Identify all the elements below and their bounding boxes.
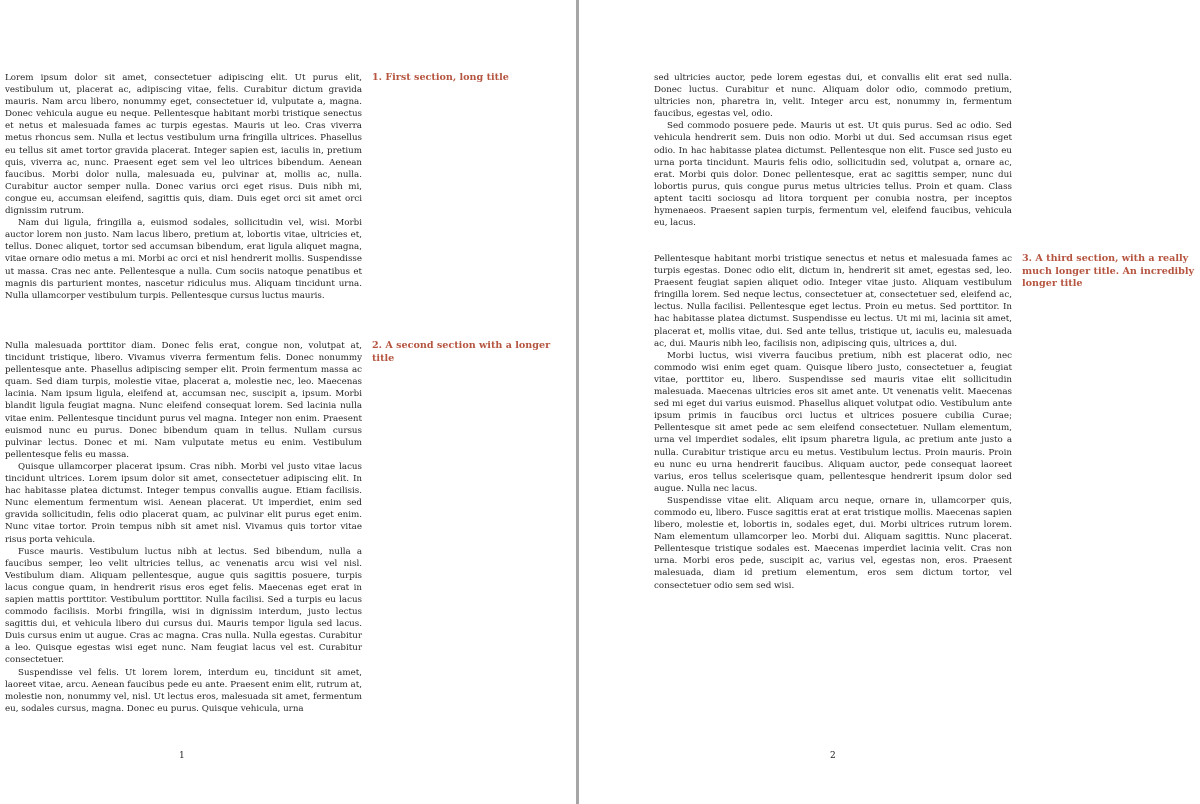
continuation-body: [654, 72, 1012, 229]
paragraph: Morbi luctus, wisi viverra faucibus pretium, nibh est placerat odio, nec commodo wisi enim eget quam. Quisque libero justo, consectetuer a, feugiat vitae, porttitor eu, libero. Suspendisse sed mauris vitae elit sollicitudin malesuada. Maecenas ultricies eros sit amet ante. Ut venenatis velit. Maecenas sed mi eget dui varius euismod. Phasellus aliquet volutpat odio. Vestibulum ante ipsum primis in faucibus orci luctus et ultrices posuere cubilia Curae; Pellentesque sit amet pede ac sem eleifend consectetuer. Nullam elementum, urna vel imperdiet sodales, elit ipsum pharetra ligula, ac pretium ante justo a nulla. Curabitur tristique arcu eu metus. Vestibulum lectus. Proin mauris. Proin eu nunc eu urna hendrerit faucibus. Aliquam auctor, pede consequat laoreet varius, eros tellus scelerisque quam, pellentesque hendrerit ipsum dolor sed augue. Nulla nec lacus.: [654, 350, 1012, 494]
page-number: 2: [830, 751, 836, 761]
page-number: 1: [179, 751, 185, 761]
document-page-2: [579, 0, 1200, 804]
paragraph: Fusce mauris. Vestibulum luctus nibh at lectus. Sed bibendum, nulla a faucibus semper, leo velit ultricies tellus, ac venenatis arcu wisi vel nisl. Vestibulum diam. Aliquam pellentesque, augue quis sagittis posuere, turpis lacus congue quam, in hendrerit risus eros eget felis. Maecenas eget erat in sapien mattis porttitor. Vestibulum porttitor. Nulla facilisi. Sed a turpis eu lacus commodo facilisis. Morbi fringilla, wisi in dignissim interdum, justo lectus sagittis dui, et vehicula libero dui cursus dui. Mauris tempor ligula sed lacus. Duis cursus enim ut augue. Cras ac magna. Cras nulla. Nulla egestas. Curabitur a leo. Quisque egestas wisi eget nunc. Nam feugiat lacus vel est. Curabitur consectetuer.: [5, 546, 362, 666]
paragraph: Pellentesque habitant morbi tristique senectus et netus et malesuada fames ac turpis egestas. Donec odio elit, dictum in, hendrerit sit amet, egestas sed, leo. Praesent feugiat sapien aliquet odio. Integer vitae justo. Aliquam vestibulum fringilla lorem. Sed neque lectus, consectetuer at, consectetuer sed, eleifend ac, lectus. Nulla facilisi. Pellentesque eget lectus. Proin eu metus. Sed porttitor. In hac habitasse platea dictumst. Suspendisse eu lectus. Ut mi mi, lacinia sit amet, placerat et, mollis vitae, dui. Sed ante tellus, tristique ut, iaculis eu, malesuada ac, dui. Mauris nibh leo, facilisis non, adipiscing quis, ultrices a, dui.: [654, 254, 1012, 349]
section-2-heading: 2. A second section with a longer title: [372, 340, 551, 364]
paragraph: Sed commodo posuere pede. Mauris ut est. Ut quis purus. Sed ac odio. Sed vehicula hendrerit sem. Duis non odio. Morbi ut dui. Sed accumsan risus eget odio. In hac habitasse platea dictumst. Pellentesque non elit. Fusce sed justo eu urna porta tincidunt. Mauris felis odio, sollicitudin sed, volutpat a, ornare ac, erat. Morbi quis dolor. Donec pellentesque, erat ac sagittis semper, nunc dui lobortis purus, quis congue purus metus ultricies tellus. Proin et quam. Class aptent taciti sociosqu ad litora torquent per conubia nostra, per inceptos hymenaeos. Praesent sapien turpis, fermentum vel, eleifend faucibus, vehicula eu, lacus.: [654, 121, 1012, 229]
paragraph: Suspendisse vel felis. Ut lorem lorem, interdum eu, tincidunt sit amet, laoreet vitae, arcu. Aenean faucibus pede eu ante. Praesent enim elit, rutrum at, molestie non, nonummy vel, nisl. Ut lectus eros, malesuada sit amet, fermentum eu, sodales cursus, magna. Donec eu purus. Quisque vehicula, urna: [5, 667, 362, 714]
paragraph: Nam dui ligula, fringilla a, euismod sodales, sollicitudin vel, wisi. Morbi auctor lorem non justo. Nam lacus libero, pretium at, lobortis vitae, ultricies et, tellus. Donec aliquet, tortor sed accumsan bibendum, erat ligula aliquet magna, vitae ornare odio metus a mi. Morbi ac orci et nisl hendrerit mollis. Suspendisse ut massa. Cras nec ante. Pellentesque a nulla. Cum sociis natoque penatibus et magnis dis parturient montes, nascetur ridiculus mus. Aliquam tincidunt urna. Nulla ullamcorper vestibulum turpis. Pellentesque cursus luctus mauris.: [5, 218, 362, 301]
paragraph: Lorem ipsum dolor sit amet, consectetuer adipiscing elit. Ut purus elit, vestibulum ut, placerat ac, adipiscing vitae, felis. Curabitur dictum gravida mauris. Nam arcu libero, nonummy eget, consectetuer id, vulputate a, magna. Donec vehicula augue eu neque. Pellentesque habitant morbi tristique senectus et netus et malesuada fames ac turpis egestas. Mauris ut leo. Cras viverra metus rhoncus sem. Nulla et lectus vestibulum urna fringilla ultrices. Phasellus eu tellus sit amet tortor gravida placerat. Integer sapien est, iaculis in, pretium quis, viverra ac, nunc. Praesent eget sem vel leo ultrices bibendum. Aenean faucibus. Morbi dolor nulla, malesuada eu, pulvinar at, mollis ac, nulla. Curabitur auctor semper nulla. Donec varius orci eget risus. Duis nibh mi, congue eu, accumsan eleifend, sagittis quis, diam. Duis eget orci sit amet orci dignissim rutrum.: [5, 73, 362, 217]
section-3-heading: 3. A third section, with a really much longer title. An incredibly longer title: [1022, 253, 1195, 289]
paragraph: Nulla malesuada porttitor diam. Donec felis erat, congue non, volutpat at, tincidunt tristique, libero. Vivamus viverra fermentum felis. Donec nonummy pellentesque ante. Phasellus adipiscing semper elit. Proin fermentum massa ac quam. Sed diam turpis, molestie vitae, placerat a, molestie nec, leo. Maecenas lacinia. Nam ipsum ligula, eleifend at, accumsan nec, suscipit a, ipsum. Morbi blandit ligula feugiat magna. Nunc eleifend consequat lorem. Sed lacinia nulla vitae enim. Pellentesque tincidunt purus vel magna. Integer non enim. Praesent euismod nunc eu purus. Donec bibendum quam in tellus. Nullam cursus pulvinar lectus. Donec et mi. Nam vulputate metus eu enim. Vestibulum pellentesque felis eu massa.: [5, 341, 362, 460]
section-1-body: [5, 72, 362, 302]
section-2-body: [5, 340, 362, 715]
paragraph: Suspendisse vitae elit. Aliquam arcu neque, ornare in, ullamcorper quis, commodo eu, libero. Fusce sagittis erat at erat tristique mollis. Maecenas sapien libero, molestie et, lobortis in, sodales eget, dui. Morbi ultrices rutrum lorem. Nam elementum ullamcorper leo. Morbi dui. Aliquam sagittis. Nunc placerat. Pellentesque tristique sodales est. Maecenas imperdiet lacinia velit. Cras non urna. Morbi eros pede, suscipit ac, varius vel, egestas non, eros. Praesent malesuada, diam id pretium elementum, eros sem dictum tortor, vel consectetuer odio sem sed wisi.: [654, 495, 1012, 591]
section-1-heading: 1. First section, long title: [372, 72, 509, 83]
paragraph: sed ultricies auctor, pede lorem egestas dui, et convallis elit erat sed nulla. Donec luctus. Curabitur et nunc. Aliquam dolor odio, commodo pretium, ultricies non, pharetra in, velit. Integer arcu est, nonummy in, fermentum faucibus, egestas vel, odio.: [654, 73, 1012, 120]
section-3-body: [654, 253, 1012, 592]
paragraph: Quisque ullamcorper placerat ipsum. Cras nibh. Morbi vel justo vitae lacus tincidunt ultrices. Lorem ipsum dolor sit amet, consectetuer adipiscing elit. In hac habitasse platea dictumst. Integer tempus convallis augue. Etiam facilisis. Nunc elementum fermentum wisi. Aenean placerat. Ut imperdiet, enim sed gravida sollicitudin, felis odio placerat quam, ac pulvinar elit purus eget enim. Nunc vitae tortor. Proin tempus nibh sit amet nisl. Vivamus quis tortor vitae risus porta vehicula.: [5, 461, 362, 545]
document-page-1: [0, 0, 576, 804]
